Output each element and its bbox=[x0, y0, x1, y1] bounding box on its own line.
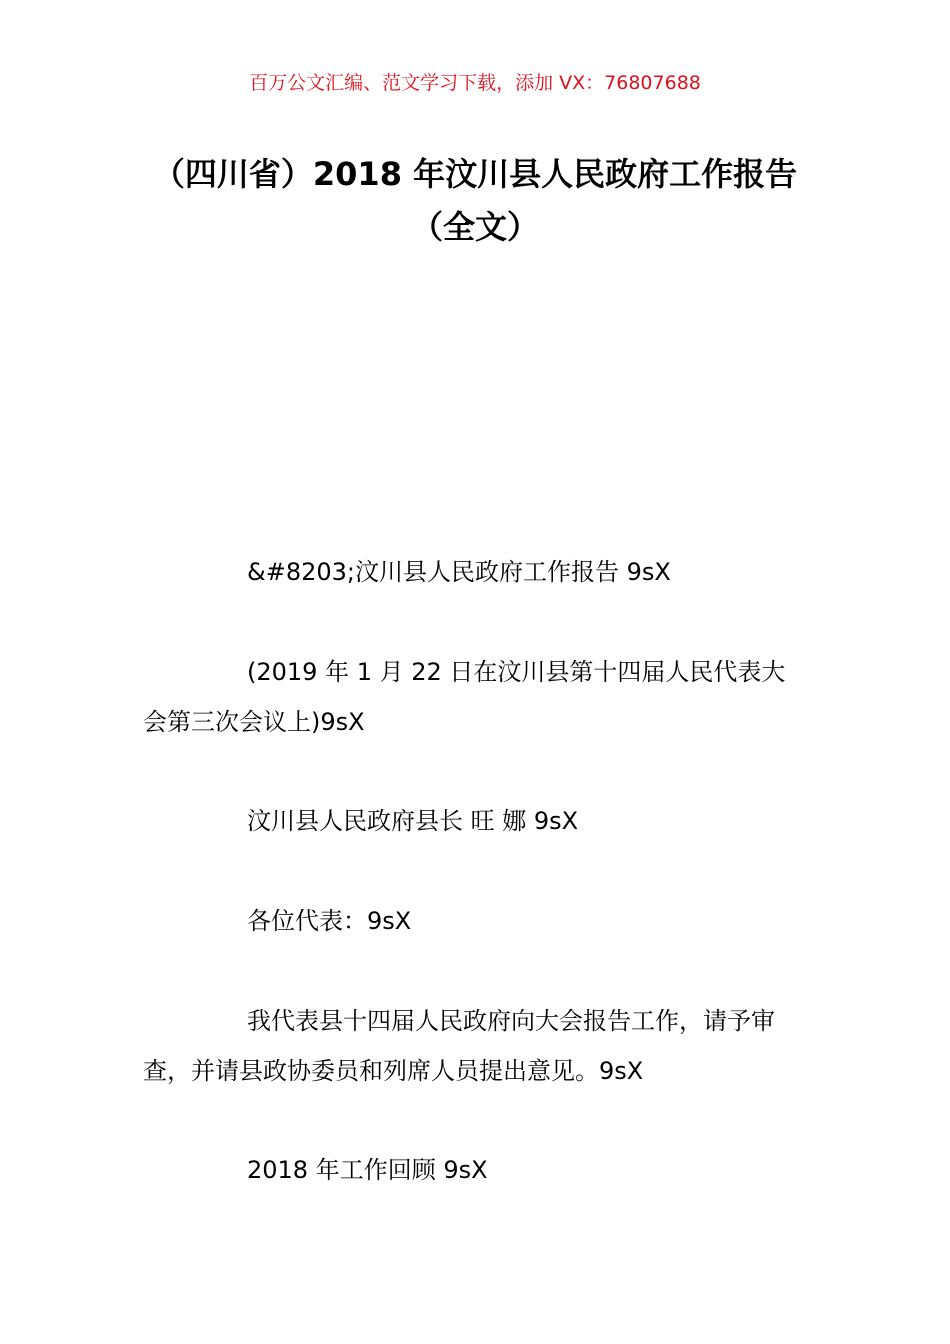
opening-paragraph: 我代表县十四届人民政府向大会报告工作，请予审查，并请县政协委员和列席人员提出意见。9sX bbox=[143, 1007, 775, 1085]
section-heading-paragraph: 2018 年工作回顾 9sX bbox=[247, 1156, 488, 1184]
salutation-paragraph: 各位代表：9sX bbox=[247, 907, 412, 935]
report-heading-paragraph: &#8203;汶川县人民政府工作报告 9sX bbox=[247, 558, 671, 586]
header-contact-note: 百万公文汇编、范文学习下载，添加 VX：76807688 bbox=[249, 72, 701, 94]
speaker-paragraph: 汶川县人民政府县长 旺 娜 9sX bbox=[247, 807, 579, 835]
meeting-date-paragraph: (2019 年 1 月 22 日在汶川县第十四届人民代表大会第三次会议上)9sX bbox=[143, 658, 786, 736]
document-title: （四川省）2018 年汶川县人民政府工作报告（全文） bbox=[152, 155, 798, 246]
